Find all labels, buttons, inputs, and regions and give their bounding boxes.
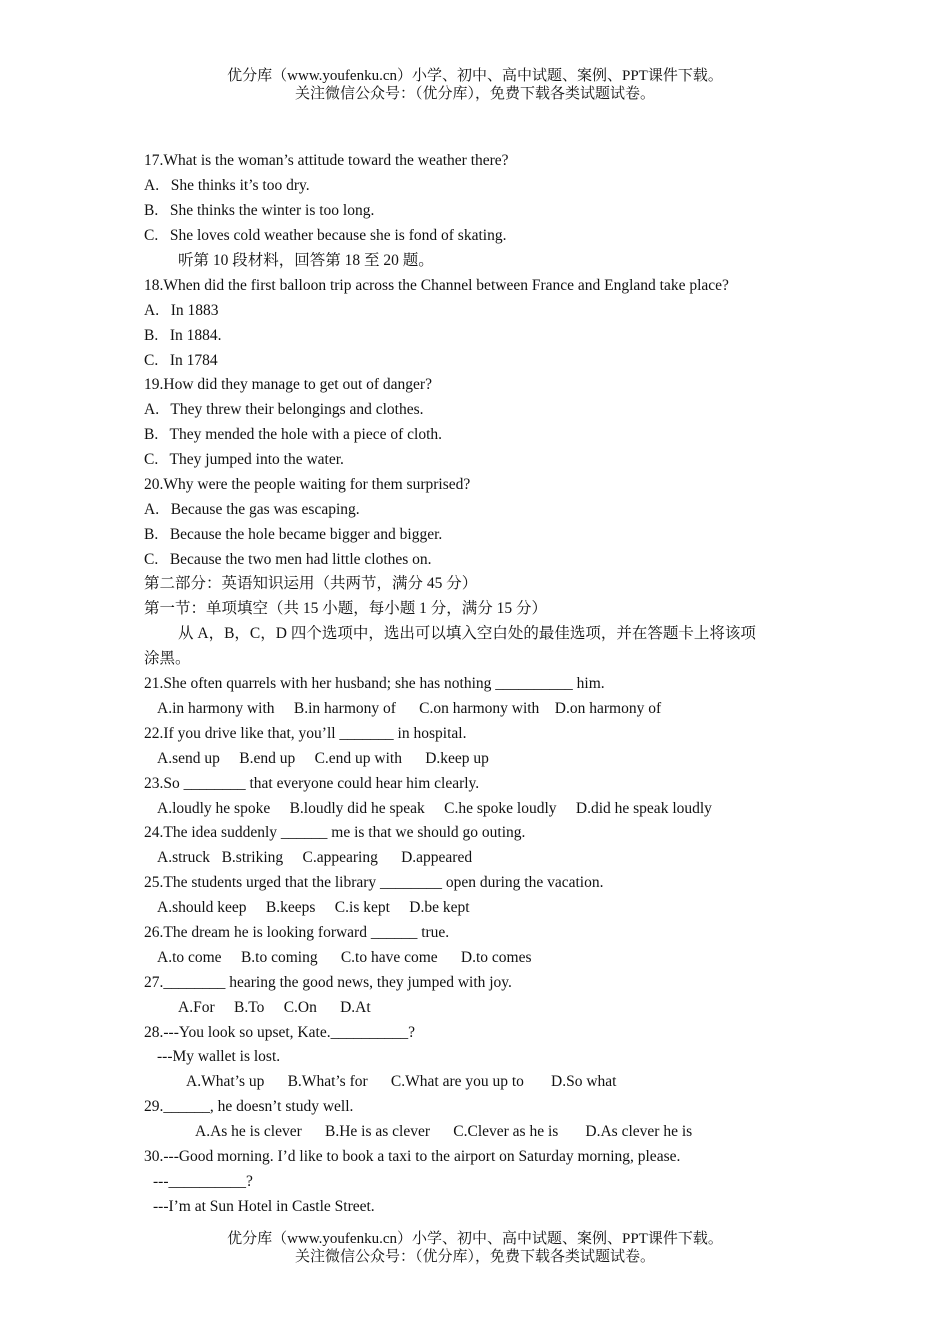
listening-instruction: 听第 10 段材料，回答第 18 至 20 题。 xyxy=(178,252,434,269)
part-two-heading: 第二部分：英语知识运用（共两节，满分 45 分） xyxy=(144,575,478,592)
q20-option-b: B. Because the hole became bigger and bigger. xyxy=(144,526,443,543)
question-20: 20.Why were the people waiting for them surprised? xyxy=(144,476,471,493)
q22-options: A.send up B.end up C.end up with D.keep up xyxy=(157,750,489,767)
q28-options: A.What’s up B.What’s for C.What are you up to D.So what xyxy=(186,1073,617,1090)
question-18: 18.When did the first balloon trip across the Channel between France and England take place? xyxy=(144,277,729,294)
q28-response: ---My wallet is lost. xyxy=(157,1048,281,1065)
question-26: 26.The dream he is looking forward ______ true. xyxy=(144,924,450,941)
question-27: 27.________ hearing the good news, they jumped with joy. xyxy=(144,974,512,991)
header-line-2: 关注微信公众号：（优分库），免费下载各类试题试卷。 xyxy=(294,86,655,102)
question-17: 17.What is the woman’s attitude toward the weather there? xyxy=(144,152,509,169)
footer-line-1: 优分库（www.youfenku.cn）小学、初中、高中试题、案例、PPT课件下载。 xyxy=(227,1231,723,1247)
q17-option-b: B. She thinks the winter is too long. xyxy=(144,202,375,219)
question-25: 25.The students urged that the library ________ open during the vacation. xyxy=(144,874,604,891)
q20-option-a: A. Because the gas was escaping. xyxy=(144,501,360,518)
page-footer xyxy=(0,1230,950,1266)
question-21: 21.She often quarrels with her husband; she has nothing __________ him. xyxy=(144,675,605,692)
q26-options: A.to come B.to coming C.to have come D.to comes xyxy=(157,949,532,966)
q19-option-b: B. They mended the hole with a piece of cloth. xyxy=(144,426,443,443)
question-29: 29.______, he doesn’t study well. xyxy=(144,1098,354,1115)
section-instruction-cont: 涂黑。 xyxy=(144,650,191,667)
question-28: 28.---You look so upset, Kate.__________? xyxy=(144,1024,415,1041)
q29-options: A.As he is clever B.He is as clever C.Clever as he is D.As clever he is xyxy=(195,1123,693,1140)
q18-option-c: C. In 1784 xyxy=(144,352,218,369)
q30-response: ---I’m at Sun Hotel in Castle Street. xyxy=(153,1198,375,1215)
header-line-1: 优分库（www.youfenku.cn）小学、初中、高中试题、案例、PPT课件下载。 xyxy=(227,68,723,84)
question-19: 19.How did they manage to get out of danger? xyxy=(144,376,432,393)
q23-options: A.loudly he spoke B.loudly did he speak C.he spoke loudly D.did he speak loudly xyxy=(157,800,712,817)
question-23: 23.So ________ that everyone could hear him clearly. xyxy=(144,775,480,792)
q21-options: A.in harmony with B.in harmony of C.on harmony with D.on harmony of xyxy=(157,700,662,717)
section-one-heading: 第一节：单项填空（共 15 小题，每小题 1 分，满分 15 分） xyxy=(144,600,548,617)
q20-option-c: C. Because the two men had little clothes on. xyxy=(144,551,432,568)
q17-option-c: C. She loves cold weather because she is fond of skating. xyxy=(144,227,507,244)
q17-option-a: A. She thinks it’s too dry. xyxy=(144,177,310,194)
q24-options: A.struck B.striking C.appearing D.appeared xyxy=(157,849,473,866)
question-30: 30.---Good morning. I’d like to book a taxi to the airport on Saturday morning, please. xyxy=(144,1148,681,1165)
q25-options: A.should keep B.keeps C.is kept D.be kept xyxy=(157,899,470,916)
q18-option-b: B. In 1884. xyxy=(144,327,222,344)
page-header xyxy=(0,67,950,103)
section-instruction: 从 A，B，C，D 四个选项中，选出可以填入空白处的最佳选项，并在答题卡上将该项 xyxy=(178,625,756,642)
q19-option-c: C. They jumped into the water. xyxy=(144,451,344,468)
q18-option-a: A. In 1883 xyxy=(144,302,219,319)
question-24: 24.The idea suddenly ______ me is that we should go outing. xyxy=(144,824,526,841)
question-22: 22.If you drive like that, you’ll _______ in hospital. xyxy=(144,725,467,742)
footer-line-2: 关注微信公众号：（优分库），免费下载各类试题试卷。 xyxy=(294,1249,655,1265)
q19-option-a: A. They threw their belongings and clothes. xyxy=(144,401,424,418)
q27-options: A.For B.To C.On D.At xyxy=(178,999,371,1016)
q30-blank-line: ---__________? xyxy=(153,1173,253,1190)
